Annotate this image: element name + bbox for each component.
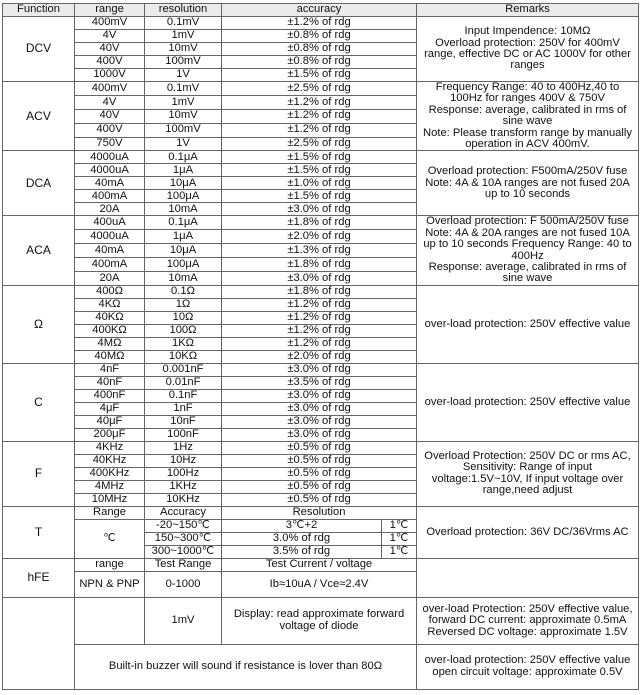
remarks-buzzer [417, 644, 639, 689]
resolution-cell: 100Ω [145, 324, 222, 337]
range-cell: 40μF [75, 415, 145, 428]
remarks-acv [417, 82, 639, 151]
accuracy-cell: ±3.0% of rdg [222, 428, 417, 441]
range-cell: 40V [75, 43, 145, 56]
accuracy-cell: ±1.5% of rdg [222, 151, 417, 164]
remarks-line: Overload Protection: 250V DC or rms AC, Sensitivity: Range of input voltage:1.5V~10V, If input voltage over range,need adjust [424, 450, 631, 497]
resolution-cell: 1℃ [382, 545, 417, 558]
accuracy-cell: ±3.0% of rdg [222, 363, 417, 376]
resolution-cell: 1KHz [145, 480, 222, 493]
accuracy-cell: ±1.5% of rdg [222, 164, 417, 177]
range-cell: 4MΩ [75, 337, 145, 350]
accuracy-cell: ±3.5% of rdg [222, 376, 417, 389]
function-hfe: hFE [3, 558, 75, 597]
range-cell: 400KΩ [75, 324, 145, 337]
resolution-cell: 1℃ [382, 532, 417, 545]
accuracy-cell: 3.5% of rdg [222, 545, 382, 558]
temp-head-range: Range [75, 506, 145, 519]
remarks-line: Overload protection: 250V for 400mV range, effective DC or AC 1000V for other ranges [424, 36, 631, 72]
accuracy-cell: 3.0% of rdg [222, 532, 382, 545]
diode-blank [75, 597, 145, 644]
remarks-line: over-load protection: 250V effective value [424, 654, 631, 667]
table-row [3, 82, 639, 96]
accuracy-cell: ±0.5% of rdg [222, 441, 417, 454]
spec-table [2, 3, 639, 690]
function-dca: DCA [3, 151, 75, 216]
function-ohm: Ω [3, 285, 75, 363]
range-cell: 400uA [75, 216, 145, 230]
function-temperature: T [3, 506, 75, 558]
resolution-cell: 0.001nF [145, 363, 222, 376]
resolution-cell: 10mV [145, 43, 222, 56]
header-remarks: Remarks [417, 4, 639, 17]
resolution-cell: 1Ω [145, 298, 222, 311]
accuracy-cell: ±1.2% of rdg [222, 109, 417, 123]
accuracy-cell: 3℃+2 [222, 519, 382, 532]
buzzer-description: Built-in buzzer will sound if resistance is lover than 80Ω [75, 644, 417, 689]
header-range: range [75, 4, 145, 17]
accuracy-cell: ±1.8% of rdg [222, 285, 417, 298]
resolution-cell: 0.1μA [145, 216, 222, 230]
diode-resolution: 1mV [145, 597, 222, 644]
resolution-cell: 0.01nF [145, 376, 222, 389]
resolution-cell: 10μA [145, 244, 222, 258]
range-cell: 4nF [75, 363, 145, 376]
remarks-diode: over-load Protection: 250V effective value, forward DC current: approximate 0.5mA Reversed DC voltage: approximate 1.5V [417, 597, 639, 644]
remarks-ohm [417, 285, 639, 363]
remarks-line: over-load protection: 250V effective value [424, 395, 631, 408]
range-cell: 40mA [75, 177, 145, 190]
remarks-line: Response: average, calibrated in rms of sine wave [428, 103, 627, 128]
resolution-cell: 1μA [145, 230, 222, 244]
remarks-line: over-load protection: 250V effective value [424, 317, 631, 330]
accuracy-cell: ±1.2% of rdg [222, 337, 417, 350]
range-cell: 200μF [75, 428, 145, 441]
range-cell: 4000uA [75, 151, 145, 164]
range-cell: 1000V [75, 69, 145, 82]
accuracy-cell: ±3.0% of rdg [222, 389, 417, 402]
range-cell: 150~300℃ [145, 532, 222, 545]
table-row [3, 363, 639, 376]
range-cell: 10MHz [75, 493, 145, 506]
remarks-line: Response: average, calibrated in rms of sine wave [428, 261, 627, 285]
table-row [3, 216, 639, 230]
range-cell: 4KΩ [75, 298, 145, 311]
accuracy-cell: ±1.2% of rdg [222, 311, 417, 324]
resolution-cell: 10Ω [145, 311, 222, 324]
hfe-test-current: Ib≈10uA / Vce≈2.4V [222, 571, 417, 597]
table-row [3, 151, 639, 164]
resolution-cell: 10KΩ [145, 350, 222, 363]
function-capacitance: C [3, 363, 75, 441]
range-cell: 400mA [75, 258, 145, 272]
resolution-cell: 1V [145, 137, 222, 151]
range-cell: 400mA [75, 190, 145, 203]
resolution-cell: 10mA [145, 271, 222, 285]
hfe-head-test-range: Test Range [145, 558, 222, 571]
range-cell: 400mV [75, 17, 145, 30]
range-cell: 4000uA [75, 164, 145, 177]
hfe-head-test-current: Test Current / voltage [222, 558, 417, 571]
remarks-line: Note: 4A & 10A ranges are not fused 20A up to 10 seconds [425, 176, 630, 201]
resolution-cell: 0.1nF [145, 389, 222, 402]
resolution-cell: 0.1mV [145, 17, 222, 30]
remarks-aca [417, 216, 639, 285]
accuracy-cell: ±0.8% of rdg [222, 56, 417, 69]
resolution-cell: 1Hz [145, 441, 222, 454]
resolution-cell: 100mV [145, 123, 222, 137]
remarks-temperature: Overload protection: 36V DC/36Vrms AC [417, 506, 639, 558]
accuracy-cell: ±1.0% of rdg [222, 177, 417, 190]
function-dcv: DCV [3, 17, 75, 82]
accuracy-cell: ±2.0% of rdg [222, 230, 417, 244]
resolution-cell: 100μA [145, 258, 222, 272]
hfe-test-range: 0-1000 [145, 571, 222, 597]
accuracy-cell: ±2.5% of rdg [222, 82, 417, 96]
range-cell: 4MHz [75, 480, 145, 493]
resolution-cell: 100μA [145, 190, 222, 203]
resolution-cell: 10Hz [145, 454, 222, 467]
range-cell: 4μF [75, 402, 145, 415]
resolution-cell: 1μA [145, 164, 222, 177]
accuracy-cell: ±1.2% of rdg [222, 17, 417, 30]
range-cell: 400mV [75, 82, 145, 96]
range-cell: 4000uA [75, 230, 145, 244]
accuracy-cell: ±1.2% of rdg [222, 324, 417, 337]
remarks-dcv [417, 17, 639, 82]
resolution-cell: 10mV [145, 109, 222, 123]
resolution-cell: 10KHz [145, 493, 222, 506]
accuracy-cell: ±1.2% of rdg [222, 95, 417, 109]
range-cell: 40KΩ [75, 311, 145, 324]
table-row [3, 441, 639, 454]
range-cell: 400KHz [75, 467, 145, 480]
range-cell: 4V [75, 95, 145, 109]
temp-head-resolution: Resolution [222, 506, 417, 519]
accuracy-cell: ±0.5% of rdg [222, 493, 417, 506]
resolution-cell: 10μA [145, 177, 222, 190]
accuracy-cell: ±1.2% of rdg [222, 123, 417, 137]
diode-description: Display: read approximate forward voltage of diode [222, 597, 417, 644]
function-acv: ACV [3, 82, 75, 151]
table-row [3, 597, 639, 644]
resolution-cell: 1mV [145, 95, 222, 109]
resolution-cell: 1mV [145, 30, 222, 43]
accuracy-cell: ±0.8% of rdg [222, 30, 417, 43]
range-cell: 4V [75, 30, 145, 43]
resolution-cell: 100Hz [145, 467, 222, 480]
accuracy-cell: ±3.0% of rdg [222, 402, 417, 415]
accuracy-cell: ±1.3% of rdg [222, 244, 417, 258]
range-cell: 300~1000℃ [145, 545, 222, 558]
range-cell: 400V [75, 123, 145, 137]
header-resolution: resolution [145, 4, 222, 17]
function-aca: ACA [3, 216, 75, 285]
resolution-cell: 1℃ [382, 519, 417, 532]
range-cell: 20A [75, 271, 145, 285]
remarks-line: Note: 4A & 20A ranges are not fused 10A up to 10 seconds Frequency Range: 40 to 400Hz [423, 226, 632, 262]
resolution-cell: 0.1Ω [145, 285, 222, 298]
accuracy-cell: ±1.8% of rdg [222, 216, 417, 230]
resolution-cell: 10nF [145, 415, 222, 428]
table-row [3, 644, 639, 689]
range-cell: 750V [75, 137, 145, 151]
range-cell: 40nF [75, 376, 145, 389]
temp-head-accuracy: Accuracy [145, 506, 222, 519]
hfe-range: NPN & PNP [75, 571, 145, 597]
remarks-hfe [417, 558, 639, 597]
accuracy-cell: ±2.0% of rdg [222, 350, 417, 363]
function-diode [3, 597, 75, 689]
remarks-dca [417, 151, 639, 216]
hfe-head-range: range [75, 558, 145, 571]
table-row [3, 285, 639, 298]
range-cell: 400nF [75, 389, 145, 402]
accuracy-cell: ±0.5% of rdg [222, 480, 417, 493]
resolution-cell: 0.1μA [145, 151, 222, 164]
resolution-cell: 0.1mV [145, 82, 222, 96]
accuracy-cell: ±0.5% of rdg [222, 467, 417, 480]
remarks-line: Input Impendence: 10MΩ [464, 25, 591, 38]
accuracy-cell: ±1.5% of rdg [222, 190, 417, 203]
remarks-capacitance [417, 363, 639, 441]
remarks-frequency [417, 441, 639, 506]
range-cell: 40KHz [75, 454, 145, 467]
resolution-cell: 1KΩ [145, 337, 222, 350]
remarks-line: Note: Please transform range by manually operation in ACV 400mV. [423, 126, 632, 151]
resolution-cell: 1nF [145, 402, 222, 415]
remarks-line: open circuit voltage: approximate 0.5V [432, 665, 623, 678]
range-cell: 40mA [75, 244, 145, 258]
table-row [3, 17, 639, 30]
header-accuracy: accuracy [222, 4, 417, 17]
remarks-line: Overload protection: F500mA/250V fuse [427, 165, 628, 178]
accuracy-cell: ±3.0% of rdg [222, 203, 417, 216]
function-frequency: F [3, 441, 75, 506]
resolution-cell: 100nF [145, 428, 222, 441]
accuracy-cell: ±3.0% of rdg [222, 271, 417, 285]
resolution-cell: 1V [145, 69, 222, 82]
table-row [3, 558, 639, 571]
temp-unit: ℃ [75, 519, 145, 558]
accuracy-cell: ±2.5% of rdg [222, 137, 417, 151]
range-cell: 40MΩ [75, 350, 145, 363]
accuracy-cell: ±0.8% of rdg [222, 43, 417, 56]
range-cell: 400Ω [75, 285, 145, 298]
resolution-cell: 100mV [145, 56, 222, 69]
range-cell: 4KHz [75, 441, 145, 454]
table-row [3, 506, 639, 519]
header-row [3, 4, 639, 17]
remarks-line: Frequency Range: 40 to 400Hz,40 to 100Hz for ranges 400V & 750V [435, 81, 620, 105]
range-cell: -20~150℃ [145, 519, 222, 532]
header-function: Function [3, 4, 75, 17]
remarks-line: Overload protection: F 500mA/250V fuse [426, 215, 629, 228]
accuracy-cell: ±1.5% of rdg [222, 69, 417, 82]
accuracy-cell: ±1.8% of rdg [222, 258, 417, 272]
accuracy-cell: ±0.5% of rdg [222, 454, 417, 467]
range-cell: 40V [75, 109, 145, 123]
range-cell: 20A [75, 203, 145, 216]
accuracy-cell: ±3.0% of rdg [222, 415, 417, 428]
accuracy-cell: ±1.2% of rdg [222, 298, 417, 311]
resolution-cell: 10mA [145, 203, 222, 216]
range-cell: 400V [75, 56, 145, 69]
